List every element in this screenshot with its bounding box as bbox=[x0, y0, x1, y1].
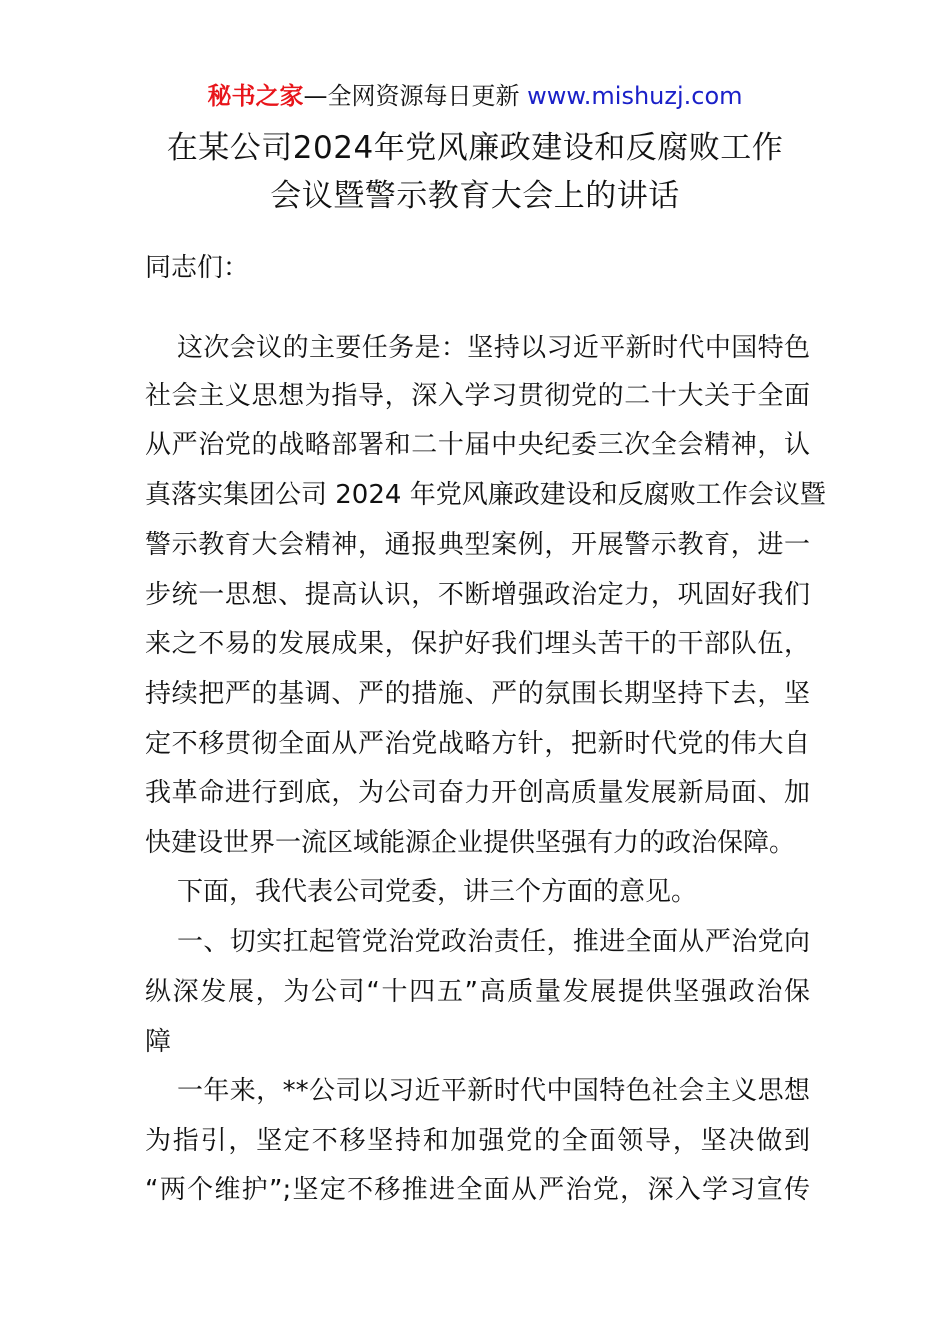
header-tagline: —全网资源每日更新 bbox=[303, 82, 528, 110]
paragraph-line: “两个维护”;坚定不移推进全面从严治党，深入学习宣传 bbox=[145, 1175, 810, 1205]
paragraph-line: 社会主义思想为指导，深入学习贯彻党的二十大关于全面 bbox=[145, 381, 810, 411]
paragraph-line: 步统一思想、提高认识，不断增强政治定力，巩固好我们 bbox=[145, 580, 810, 610]
brand-name: 秘书之家 bbox=[207, 82, 304, 110]
document-title-line-1: 在某公司2024年党风廉政建设和反腐败工作 bbox=[166, 130, 784, 166]
section-heading-line: 纵深发展，为公司“十四五”高质量发展提供坚强政治保 bbox=[145, 977, 810, 1007]
paragraph-line: 定不移贯彻全面从严治党战略方针，把新时代党的伟大自 bbox=[145, 729, 810, 759]
paragraph-line: 快建设世界一流区域能源企业提供坚强有力的政治保障。 bbox=[145, 828, 796, 858]
paragraph-line: 从严治党的战略部署和二十届中央纪委三次全会精神，认 bbox=[145, 430, 810, 460]
paragraph-line: 真落实集团公司 2024 年党风廉政建设和反腐败工作会议暨 bbox=[145, 480, 826, 510]
document-title-line-2: 会议暨警示教育大会上的讲话 bbox=[270, 178, 680, 214]
paragraph-line: 警示教育大会精神，通报典型案例，开展警示教育，进一 bbox=[145, 530, 810, 560]
salutation: 同志们： bbox=[145, 253, 250, 283]
paragraph-line: 持续把严的基调、严的措施、严的氛围长期坚持下去，坚 bbox=[145, 679, 810, 709]
paragraph-line: 为指引，坚定不移坚持和加强党的全面领导，坚决做到 bbox=[145, 1126, 810, 1156]
section-heading-line: 障 bbox=[145, 1027, 172, 1057]
paragraph-line: 下面，我代表公司党委，讲三个方面的意见。 bbox=[177, 877, 698, 907]
section-heading-line: 一、切实扛起管党治党政治责任，推进全面从严治党向 bbox=[177, 927, 810, 957]
paragraph-line: 我革命进行到底，为公司奋力开创高质量发展新局面、加 bbox=[145, 778, 810, 808]
site-url-link[interactable]: www.mishuzj.com bbox=[527, 82, 743, 110]
paragraph-line: 来之不易的发展成果，保护好我们埋头苦干的干部队伍， bbox=[145, 629, 810, 659]
paragraph-line: 这次会议的主要任务是：坚持以习近平新时代中国特色 bbox=[177, 333, 810, 363]
site-header bbox=[0, 78, 950, 114]
paragraph-line: 一年来，**公司以习近平新时代中国特色社会主义思想 bbox=[177, 1076, 810, 1106]
